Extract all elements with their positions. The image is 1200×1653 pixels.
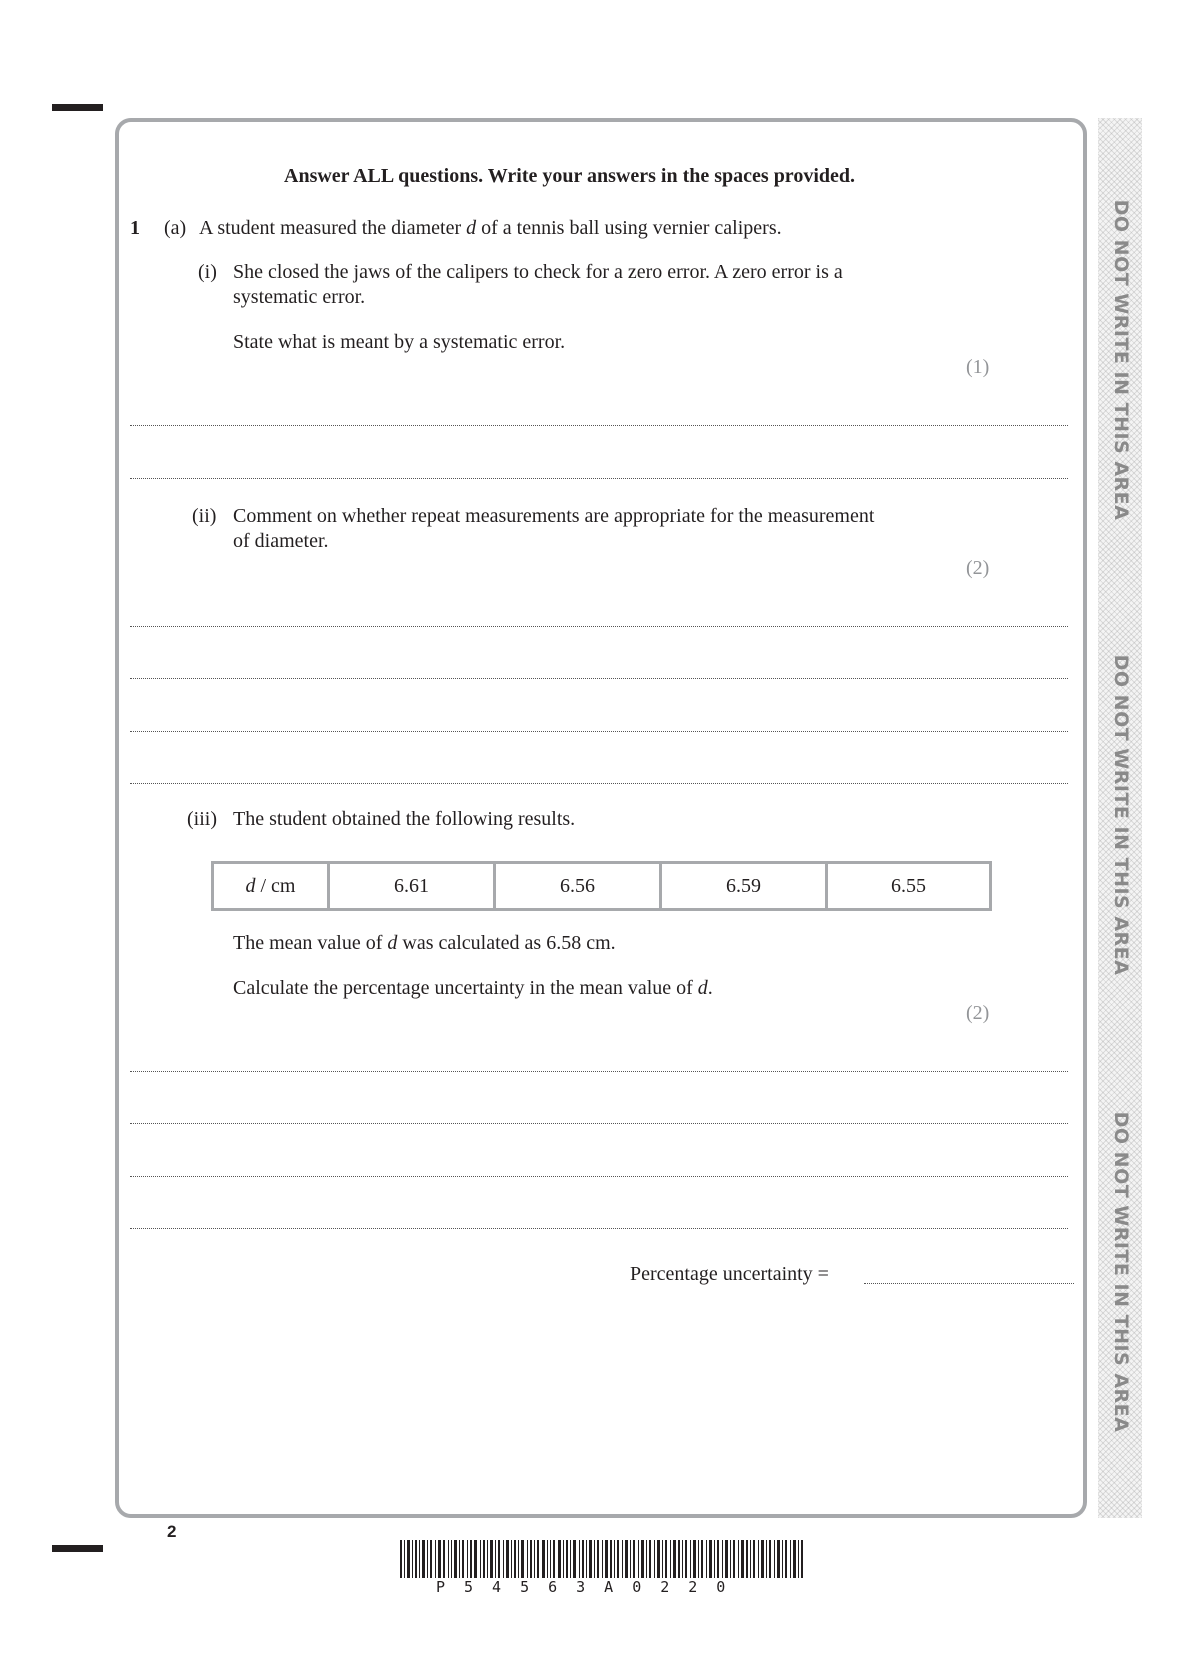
part-a-label: (a) <box>164 217 187 239</box>
part-ii-marks: (2) <box>966 557 990 579</box>
part-i-label: (i) <box>198 261 217 283</box>
answer-line-ii-4[interactable] <box>130 783 1068 784</box>
variable-d: d <box>466 217 477 239</box>
mean-statement: The mean value of d was calculated as 6.58 cm. <box>233 932 616 954</box>
part-i-text-line1: She closed the jaws of the calipers to check for a zero error. A zero error is a <box>233 261 843 283</box>
answer-line-i-2[interactable] <box>130 478 1068 479</box>
table-value-cell: 6.55 <box>827 863 991 910</box>
calculation-prompt: Calculate the percentage uncertainty in the mean value of d. <box>233 977 713 999</box>
part-i-prompt: State what is meant by a systematic error. <box>233 331 566 353</box>
table-row <box>213 863 991 910</box>
question-number: 1 <box>130 217 140 239</box>
part-iii-marks: (2) <box>966 1002 990 1024</box>
part-iii-intro: The student obtained the following results. <box>233 808 576 830</box>
working-line-1[interactable] <box>130 1071 1068 1072</box>
part-a-stem: A student measured the diameter d of a tennis ball using vernier calipers. <box>199 217 782 239</box>
table-value-cell: 6.56 <box>495 863 661 910</box>
side-warning-bottom: DO NOT WRITE IN THIS AREA <box>1110 1111 1132 1433</box>
table-value-cell: 6.61 <box>329 863 495 910</box>
part-i-marks: (1) <box>966 356 990 378</box>
answer-line-ii-1[interactable] <box>130 626 1068 627</box>
answer-line[interactable] <box>864 1283 1074 1284</box>
answer-line-ii-3[interactable] <box>130 731 1068 732</box>
table-value-cell: 6.59 <box>661 863 827 910</box>
part-ii-text-line1: Comment on whether repeat measurements are appropriate for the measurement <box>233 505 875 527</box>
part-ii-text-line2: of diameter. <box>233 530 329 552</box>
working-line-2[interactable] <box>130 1123 1068 1124</box>
working-line-4[interactable] <box>130 1228 1068 1229</box>
instructions-heading: Answer ALL questions. Write your answers in the spaces provided. <box>284 165 856 187</box>
barcode-text: P54563A0220 <box>436 1578 745 1596</box>
margin-mark-bottom <box>52 1545 103 1552</box>
answer-label: Percentage uncertainty = <box>630 1263 829 1285</box>
side-warning-top: DO NOT WRITE IN THIS AREA <box>1110 199 1132 521</box>
page-number: 2 <box>167 1522 177 1541</box>
side-warning-middle: DO NOT WRITE IN THIS AREA <box>1110 654 1132 976</box>
results-table <box>211 861 992 911</box>
answer-line-ii-2[interactable] <box>130 678 1068 679</box>
table-header-cell: d / cm <box>213 863 329 910</box>
margin-mark-top <box>52 104 103 111</box>
part-ii-label: (ii) <box>192 505 217 527</box>
part-i-text-line2: systematic error. <box>233 286 366 308</box>
answer-line-i-1[interactable] <box>130 425 1068 426</box>
working-line-3[interactable] <box>130 1176 1068 1177</box>
part-iii-label: (iii) <box>187 808 217 830</box>
barcode <box>400 1540 804 1578</box>
